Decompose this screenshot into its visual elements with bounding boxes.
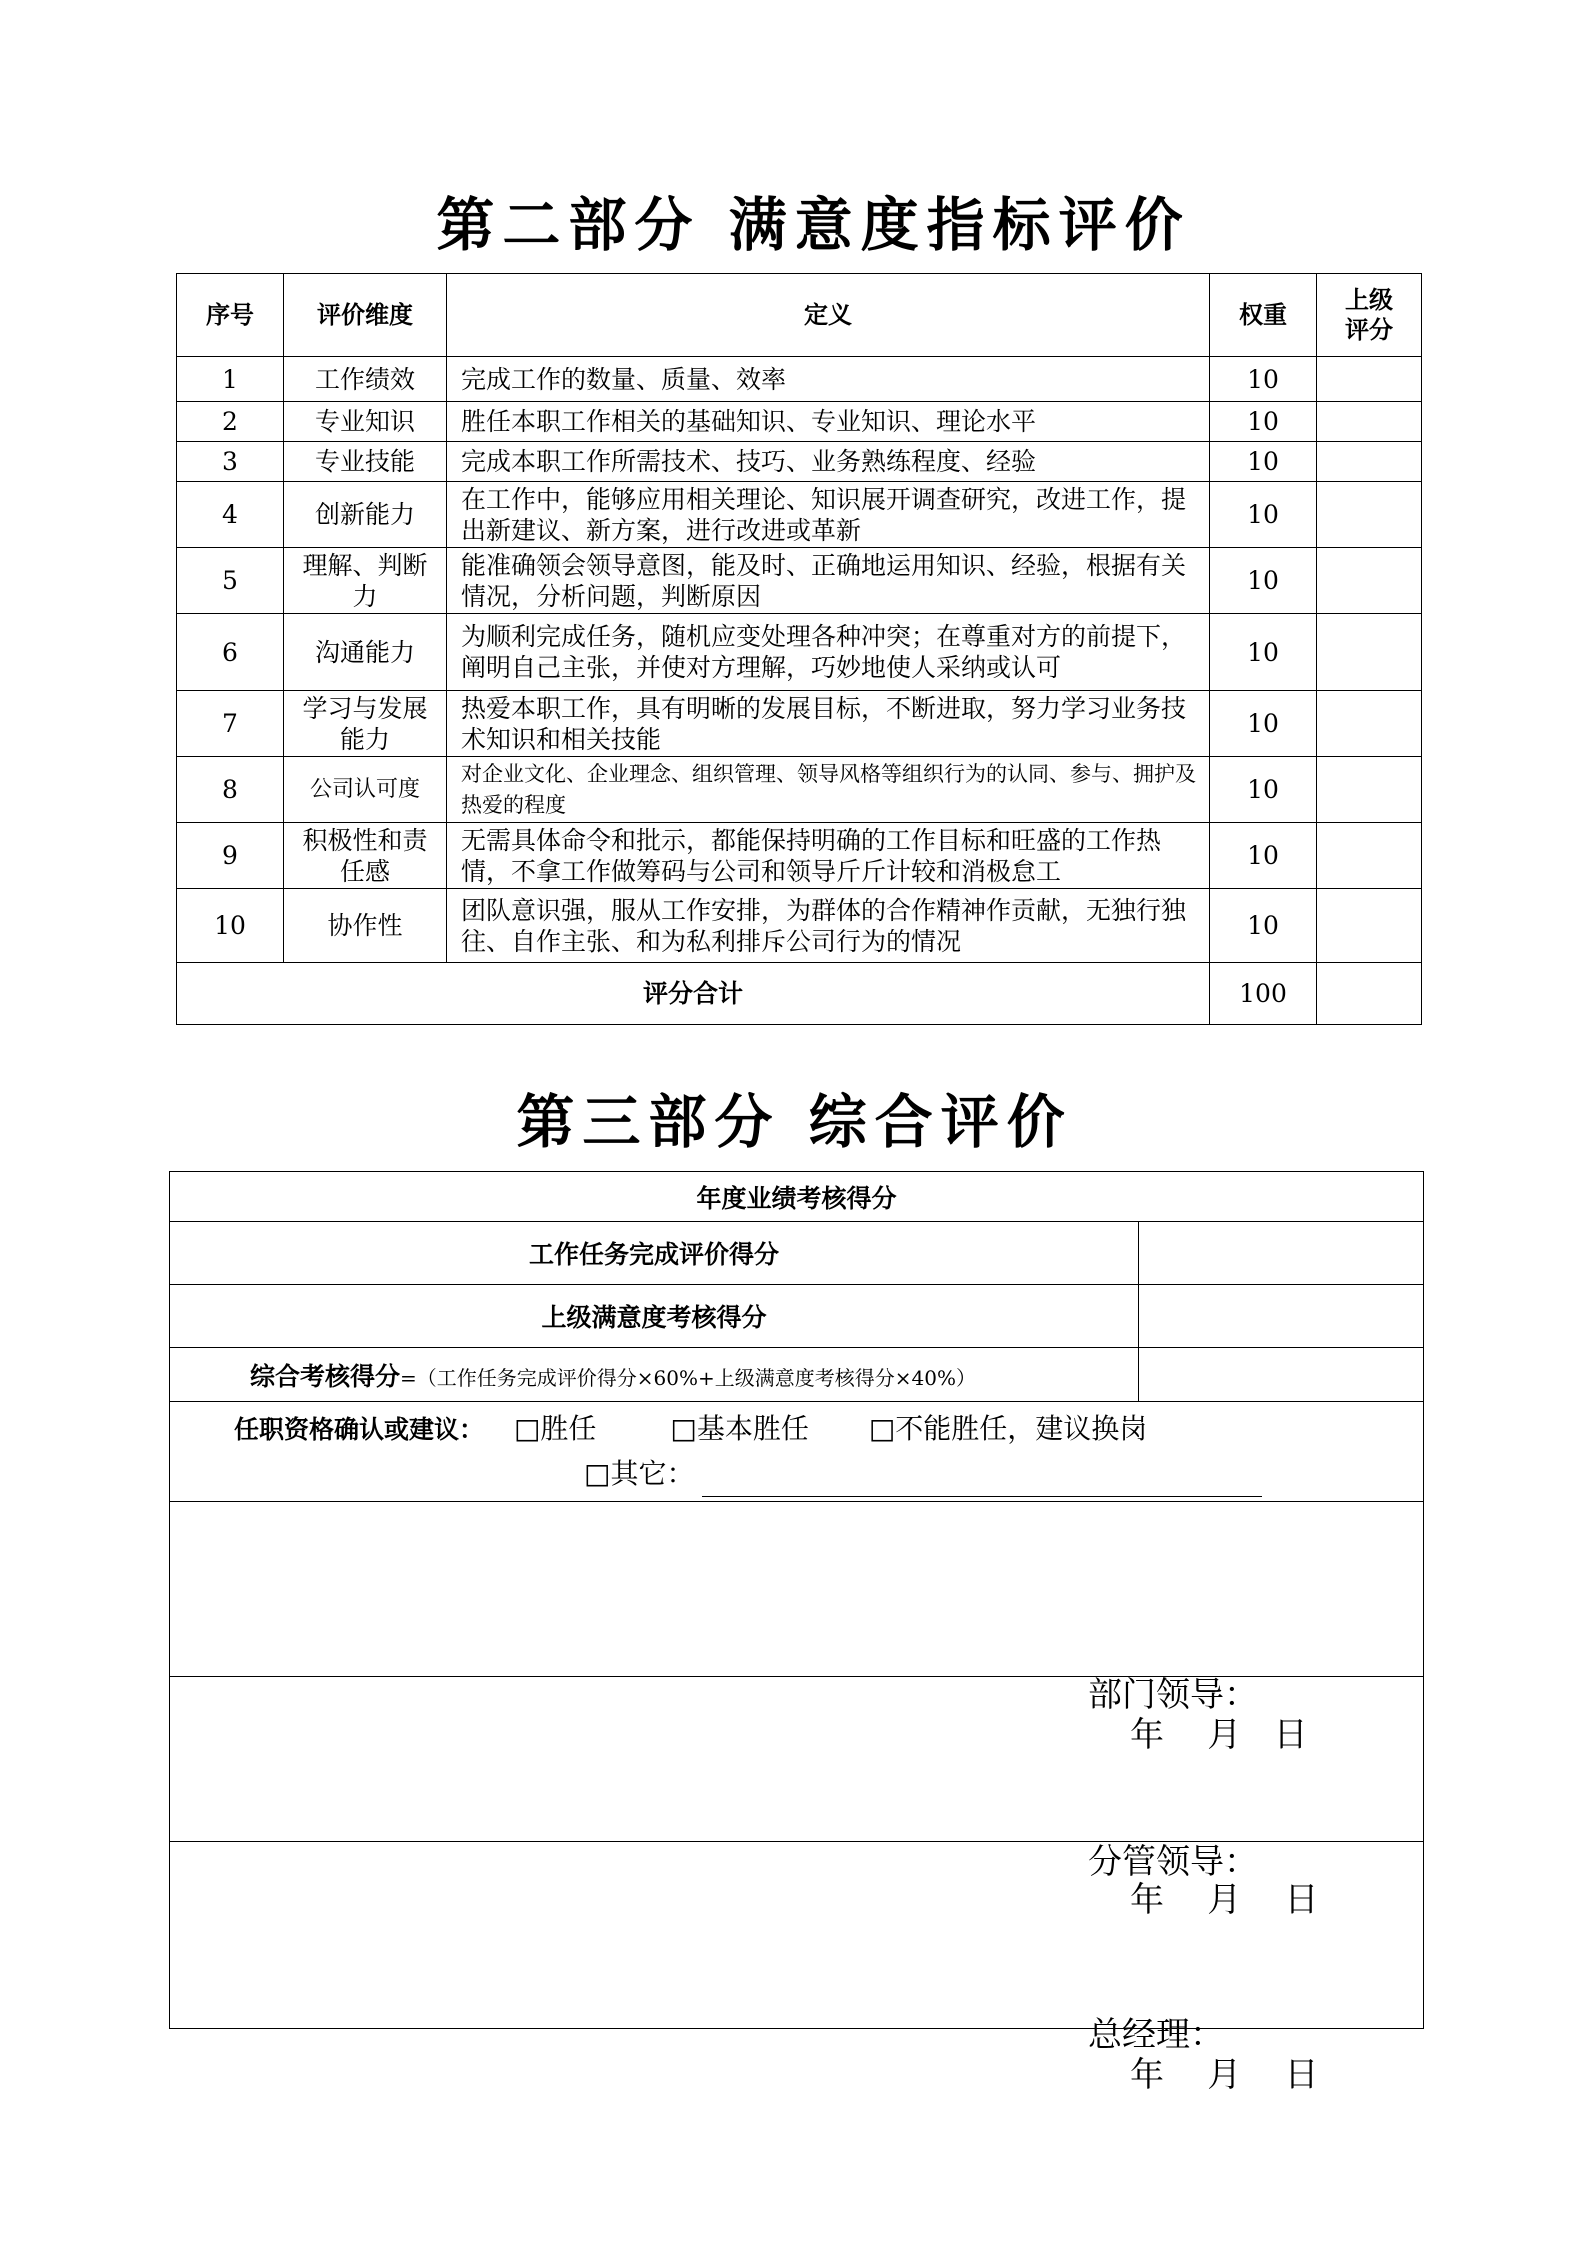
row-weight: 10 — [1210, 357, 1317, 402]
overall-score-row — [170, 1348, 1424, 1402]
row-score-cell[interactable] — [1317, 823, 1422, 889]
overall-score-formula: =（工作任务完成评价得分×60%+上级满意度考核得分×40%） — [400, 1365, 976, 1390]
row-dimension: 协作性 — [284, 889, 447, 963]
overall-score-cell[interactable] — [1139, 1348, 1424, 1402]
dept-leader-label: 部门领导： — [1088, 1675, 1258, 1715]
row-score-cell[interactable] — [1317, 614, 1422, 691]
option-competent[interactable]: □胜任 — [513, 1411, 597, 1445]
row-definition: 能准确领会领导意图，能及时、正确地运用知识、经验，根据有关情况，分析问题，判断原因 — [447, 548, 1210, 614]
header-superior-score-label: 上级评分 — [1345, 285, 1393, 344]
row-definition: 为顺利完成任务，随机应变处理各种冲突；在尊重对方的前提下，阐明自己主张，并使对方理解，巧妙地使人采纳或认可 — [447, 614, 1210, 691]
row-dimension: 工作绩效 — [284, 357, 447, 402]
dept-leader-row — [170, 1502, 1424, 1677]
part2-title: 第二部分 满意度指标评价 — [436, 191, 1191, 259]
superior-score-row — [170, 1285, 1424, 1348]
overall-score-label: 综合考核得分 — [250, 1361, 401, 1391]
row-dimension: 专业知识 — [284, 402, 447, 442]
header-weight: 权重 — [1210, 274, 1317, 357]
row-score-cell[interactable] — [1317, 402, 1422, 442]
vp-leader-date: 年 月 日 — [1130, 1880, 1319, 1920]
header-definition: 定义 — [447, 274, 1210, 357]
row-dimension-label: 学习与发展能力 — [302, 693, 428, 754]
table-row — [177, 823, 1422, 889]
annual-score-label: 年度业绩考核得分 — [170, 1172, 1424, 1222]
row-weight: 10 — [1210, 442, 1317, 482]
table-row — [177, 357, 1422, 402]
row-dimension-label: 理解、判断力 — [302, 550, 428, 611]
task-score-cell[interactable] — [1139, 1222, 1424, 1285]
qualification-label: 任职资格确认或建议： — [234, 1414, 485, 1444]
row-dimension: 公司认可度 — [284, 757, 447, 823]
table-row — [177, 482, 1422, 548]
row-dimension: 专业技能 — [284, 442, 447, 482]
row-score-cell[interactable] — [1317, 548, 1422, 614]
row-definition: 团队意识强，服从工作安排，为群体的合作精神作贡献，无独行独往、自作主张、和为私利排斥公司行为的情况 — [447, 889, 1210, 963]
row-score-cell[interactable] — [1317, 442, 1422, 482]
table-row — [177, 614, 1422, 691]
row-weight: 10 — [1210, 757, 1317, 823]
total-weight: 100 — [1210, 963, 1317, 1025]
option-other[interactable]: □其它： — [584, 1456, 695, 1490]
task-score-row — [170, 1222, 1424, 1285]
row-dimension — [284, 691, 447, 757]
row-score-cell[interactable] — [1317, 357, 1422, 402]
header-dimension: 评价维度 — [284, 274, 447, 357]
row-no: 5 — [177, 548, 284, 614]
table-row — [177, 442, 1422, 482]
satisfaction-table — [176, 273, 1422, 1025]
row-no: 4 — [177, 482, 284, 548]
header-superior-score — [1317, 274, 1422, 357]
superior-score-cell[interactable] — [1139, 1285, 1424, 1348]
row-no: 9 — [177, 823, 284, 889]
table-row — [177, 548, 1422, 614]
row-weight: 10 — [1210, 889, 1317, 963]
header-no: 序号 — [177, 274, 284, 357]
overall-evaluation-table — [169, 1171, 1424, 2095]
table-header-row — [177, 274, 1422, 357]
row-score-cell[interactable] — [1317, 757, 1422, 823]
row-dimension: 沟通能力 — [284, 614, 447, 691]
superior-score-label: 上级满意度考核得分 — [170, 1285, 1139, 1348]
gm-label: 总经理： — [1088, 2015, 1224, 2055]
total-row — [177, 963, 1422, 1025]
row-definition: 对企业文化、企业理念、组织管理、领导风格等组织行为的认同、参与、拥护及热爱的程度 — [447, 757, 1210, 823]
row-weight: 10 — [1210, 482, 1317, 548]
option-basically-competent[interactable]: □基本胜任 — [670, 1411, 809, 1445]
annual-row — [170, 1172, 1424, 1222]
total-label: 评分合计 — [177, 963, 1210, 1025]
option-not-competent[interactable]: □不能胜任，建议换岗 — [868, 1411, 1148, 1445]
row-definition: 无需具体命令和批示，都能保持明确的工作目标和旺盛的工作热情，不拿工作做筹码与公司和领导斤斤计较和消极怠工 — [447, 823, 1210, 889]
row-no: 1 — [177, 357, 284, 402]
table-row — [177, 757, 1422, 823]
row-weight: 10 — [1210, 691, 1317, 757]
part3-title: 第三部分 综合评价 — [516, 1088, 1073, 1156]
vp-leader-label: 分管领导： — [1088, 1842, 1258, 1882]
row-score-cell[interactable] — [1317, 889, 1422, 963]
row-no: 10 — [177, 889, 284, 963]
other-blank-line[interactable] — [702, 1466, 1262, 1497]
gm-date: 年 月 日 — [1130, 2055, 1319, 2095]
row-dimension-label: 积极性和责任感 — [302, 825, 428, 886]
row-weight: 10 — [1210, 548, 1317, 614]
row-definition: 在工作中，能够应用相关理论、知识展开调查研究，改进工作，提出新建议、新方案，进行改进或革新 — [447, 482, 1210, 548]
row-dimension — [284, 548, 447, 614]
table-row — [177, 889, 1422, 963]
row-no: 7 — [177, 691, 284, 757]
row-no: 3 — [177, 442, 284, 482]
table-row — [177, 402, 1422, 442]
task-score-label: 工作任务完成评价得分 — [170, 1222, 1139, 1285]
row-definition: 完成工作的数量、质量、效率 — [447, 357, 1210, 402]
row-weight: 10 — [1210, 823, 1317, 889]
row-weight: 10 — [1210, 614, 1317, 691]
total-score-cell[interactable] — [1317, 963, 1422, 1025]
row-definition: 热爱本职工作，具有明晰的发展目标，不断进取，努力学习业务技术知识和相关技能 — [447, 691, 1210, 757]
row-dimension — [284, 823, 447, 889]
table-row — [177, 691, 1422, 757]
row-no: 2 — [177, 402, 284, 442]
row-dimension: 创新能力 — [284, 482, 447, 548]
row-score-cell[interactable] — [1317, 482, 1422, 548]
qualification-row — [170, 1402, 1424, 1502]
dept-leader-date: 年 月 日 — [1130, 1715, 1308, 1755]
row-definition: 胜任本职工作相关的基础知识、专业知识、理论水平 — [447, 402, 1210, 442]
row-definition: 完成本职工作所需技术、技巧、业务熟练程度、经验 — [447, 442, 1210, 482]
row-no: 8 — [177, 757, 284, 823]
row-weight: 10 — [1210, 402, 1317, 442]
overall-score-formula-cell — [170, 1348, 1139, 1402]
row-score-cell[interactable] — [1317, 691, 1422, 757]
dept-leader-cell — [170, 1502, 1424, 1755]
row-no: 6 — [177, 614, 284, 691]
qualification-cell — [170, 1402, 1424, 1502]
